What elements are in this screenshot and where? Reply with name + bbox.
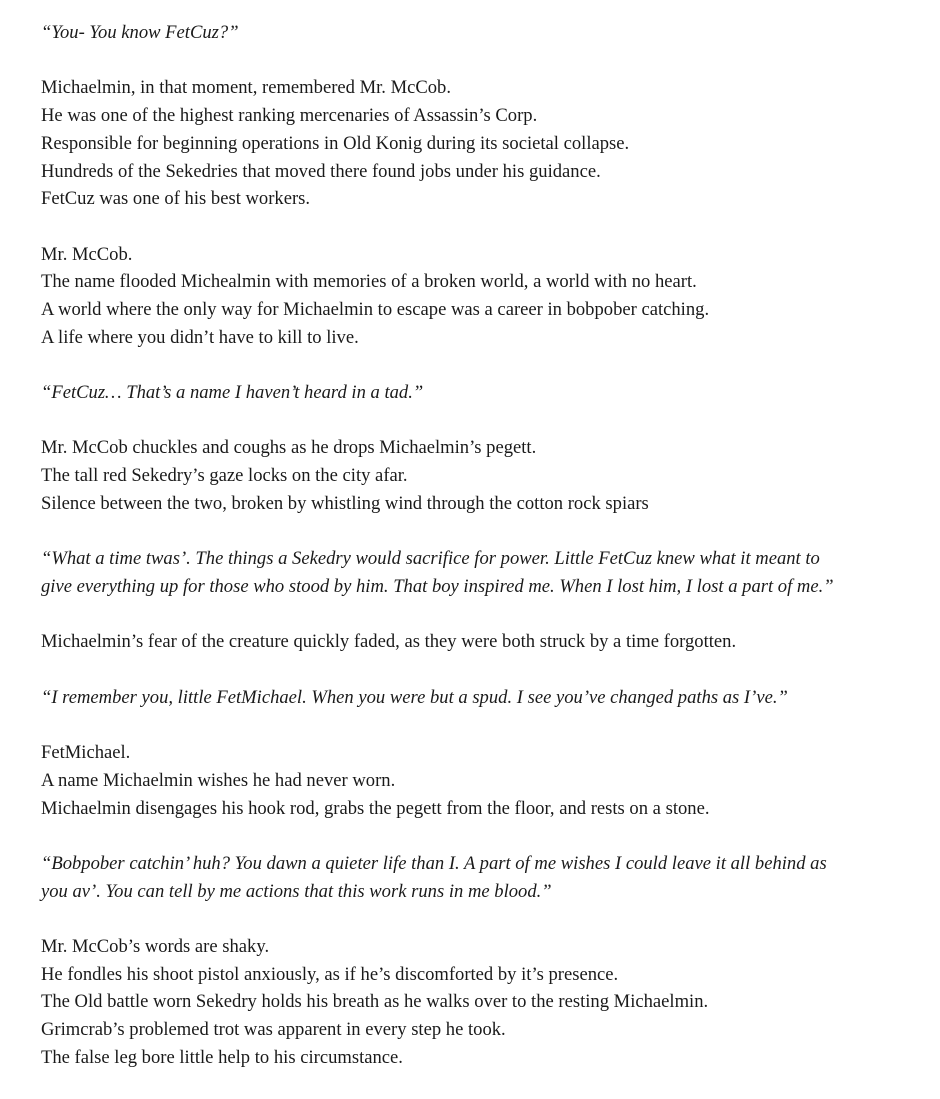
dialogue-paragraph — [41, 379, 921, 407]
narration-paragraph — [41, 74, 921, 213]
text-line: The false leg bore little help to his circumstance. — [41, 1046, 403, 1068]
text-line: “Bobpober catchin’ huh? You dawn a quieter life than I. A part of me wishes I could leave it all behind as — [41, 852, 827, 874]
text-line: He fondles his shoot pistol anxiously, as if he’s discomforted by it’s presence. — [41, 963, 619, 985]
narration-paragraph — [41, 739, 921, 822]
text-line: A life where you didn’t have to kill to live. — [41, 326, 359, 348]
text-line: Silence between the two, broken by whistling wind through the cotton rock spiars — [41, 492, 649, 514]
text-line: give everything up for those who stood by him. That boy inspired me. When I lost him, I lost a part of me.” — [41, 575, 834, 597]
dialogue-paragraph — [41, 19, 921, 47]
text-line: He was one of the highest ranking mercenaries of Assassin’s Corp. — [41, 105, 538, 127]
text-line: “What a time twas’. The things a Sekedry would sacrifice for power. Little FetCuz knew what it meant to — [41, 548, 820, 570]
dialogue-paragraph — [41, 850, 921, 905]
text-line: Hundreds of the Sekedries that moved there found jobs under his guidance. — [41, 160, 601, 182]
text-line: Mr. McCob. — [41, 243, 133, 265]
narration-paragraph — [41, 933, 921, 1072]
text-line: “FetCuz… That’s a name I haven’t heard in a tad.” — [41, 382, 424, 404]
text-line: Michaelmin disengages his hook rod, grabs the pegett from the floor, and rests on a stone. — [41, 797, 710, 819]
document-page — [41, 19, 921, 1099]
text-line: The name flooded Michealmin with memories of a broken world, a world with no heart. — [41, 271, 697, 293]
text-line: “I remember you, little FetMichael. When you were but a spud. I see you’ve changed paths as I’ve.” — [41, 686, 788, 708]
narration-paragraph — [41, 241, 921, 352]
text-line: Michaelmin’s fear of the creature quickly faded, as they were both struck by a time forgotten. — [41, 631, 737, 653]
text-line: The Old battle worn Sekedry holds his breath as he walks over to the resting Michaelmin. — [41, 991, 709, 1013]
dialogue-paragraph — [41, 545, 921, 600]
text-line: you av’. You can tell by me actions that this work runs in me blood.” — [41, 880, 552, 902]
text-line: Responsible for beginning operations in Old Konig during its societal collapse. — [41, 132, 630, 154]
text-line: Mr. McCob chuckles and coughs as he drops Michaelmin’s pegett. — [41, 437, 537, 459]
text-line: Michaelmin, in that moment, remembered Mr. McCob. — [41, 77, 452, 99]
narration-paragraph — [41, 434, 921, 517]
narration-paragraph — [41, 628, 921, 656]
text-line: A world where the only way for Michaelmin to escape was a career in bobpober catching. — [41, 299, 710, 320]
text-line: The tall red Sekedry’s gaze locks on the city afar. — [41, 465, 408, 487]
text-line: FetMichael. — [41, 742, 131, 764]
text-line: FetCuz was one of his best workers. — [41, 188, 311, 210]
text-line: A name Michaelmin wishes he had never worn. — [41, 769, 396, 791]
text-line: Mr. McCob’s words are shaky. — [41, 936, 270, 958]
dialogue-paragraph — [41, 684, 921, 712]
text-line: Grimcrab’s problemed trot was apparent in every step he took. — [41, 1019, 506, 1041]
text-line: “You- You know FetCuz?” — [41, 22, 239, 43]
